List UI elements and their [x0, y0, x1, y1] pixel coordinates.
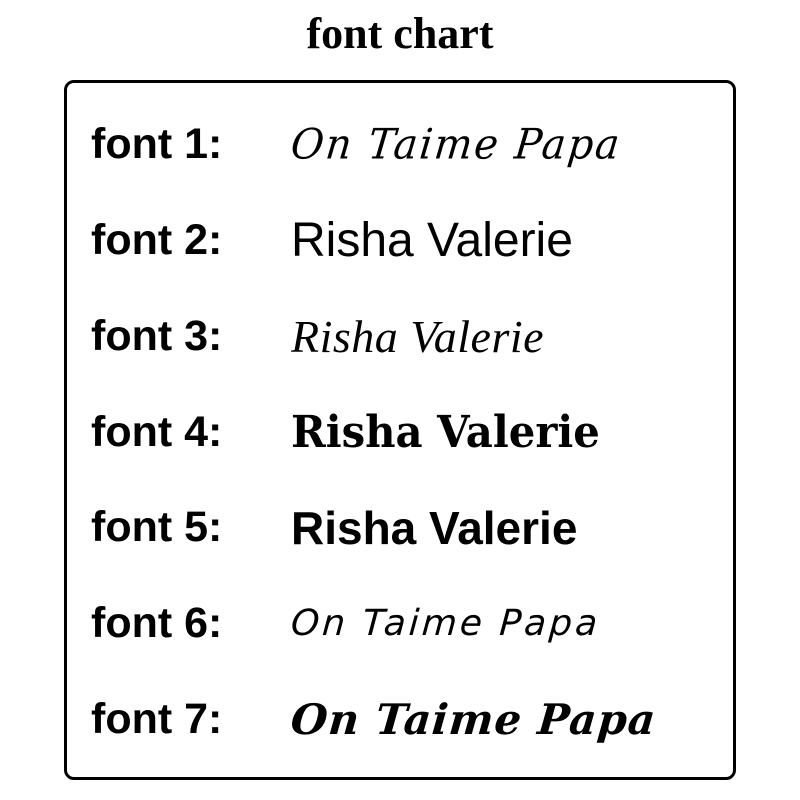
- font-row-sample: Risha Valerie: [291, 310, 545, 362]
- font-row-7: [67, 671, 733, 767]
- font-row-sample: Risha Valerie: [291, 501, 578, 554]
- font-chart-panel: [64, 80, 736, 780]
- font-row-4: [67, 384, 733, 480]
- font-row-1: [67, 97, 733, 193]
- font-row-label: font 3:: [91, 311, 223, 360]
- font-row-label: font 4:: [91, 407, 223, 456]
- font-row-label: font 2:: [91, 216, 223, 265]
- font-row-label: font 1:: [91, 120, 223, 169]
- page-title: font chart: [306, 9, 494, 58]
- font-row-label: font 5:: [91, 503, 223, 552]
- font-row-3: [67, 288, 733, 384]
- font-row-sample: Risha Valerie: [291, 406, 600, 458]
- font-row-5: [67, 480, 733, 576]
- font-row-list: [67, 83, 733, 777]
- font-row-6: [67, 576, 733, 672]
- font-row-sample: On Taime Papa: [288, 120, 624, 170]
- font-row-2: [67, 193, 733, 289]
- font-row-label: font 6:: [91, 598, 223, 647]
- font-row-sample: On Taime Papa: [289, 602, 602, 644]
- font-row-sample: Risha Valerie: [291, 214, 573, 268]
- font-row-label: font 7:: [91, 694, 223, 743]
- font-row-sample: On Taime Papa: [288, 694, 659, 744]
